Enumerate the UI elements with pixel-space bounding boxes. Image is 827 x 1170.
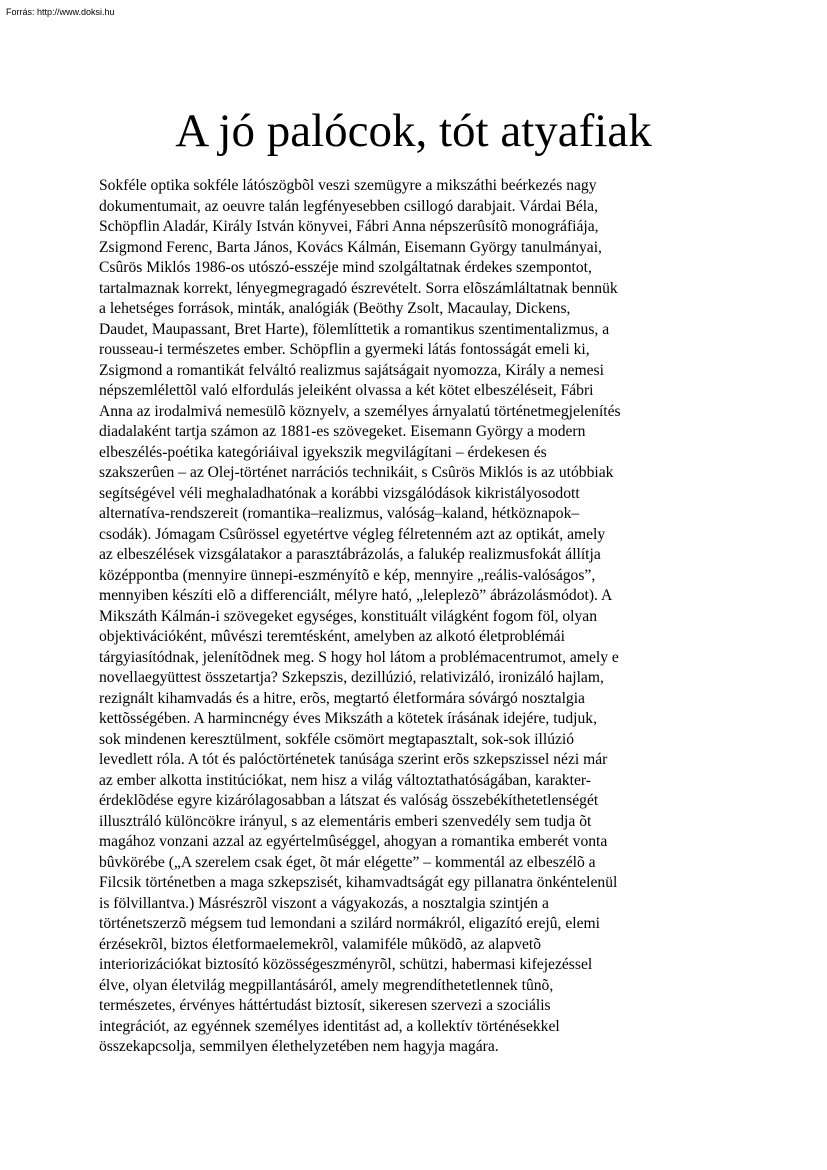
text-line: dokumentumait, az oeuvre talán legfényesebben csillogó darabjait. Várdai Béla, (99, 197, 598, 215)
body-paragraph (99, 176, 739, 1058)
text-line: Csûrös Miklós 1986-os utószó-esszéje mind szolgáltatnak érdekes szempontot, (99, 259, 592, 276)
text-line: integrációt, az egyénnek személyes identitást ad, a kollektív történésekkel (99, 1017, 560, 1035)
text-line: Zsigmond a romantikát felváltó realizmus sajátságait nyomozza, Király a nemesi (99, 361, 604, 379)
text-line: is fölvillantva.) Másrészrõl viszont a vágyakozás, a nosztalgia szintjén a (99, 894, 549, 912)
text-line: rousseau-i természetes ember. Schöpflin a gyermeki látás fontosságát emeli ki, (99, 341, 590, 358)
text-line: csodák). Jómagam Csûrössel egyetértve végleg félretenném azt az optikát, amely (99, 525, 606, 543)
text-line: középpontba (mennyire ünnepi-eszményítõ e kép, mennyire „reális-valóságos”, (99, 566, 596, 584)
text-line: mennyiben készíti elõ a differenciált, mélyre ható, „leleplezõ” ábrázolásmódot). A (99, 587, 613, 604)
text-line: Filcsik történetben a maga szkepszisét, kihamvadtságát egy pillanatra önkéntelenül (99, 874, 618, 891)
text-line: kettõsségében. A harmincnégy éves Mikszáth a kötetek írásának idejére, tudjuk, (99, 710, 597, 727)
text-line: alternatíva-rendszereit (romantika–realizmus, valóság–kaland, hétköznapok– (99, 505, 580, 522)
text-line: bûvkörébe („A szerelem csak éget, õt már elégette” – kommentál az elbeszélõ a (99, 853, 596, 871)
text-line: novellaegyüttest összetartja? Szkepszis, dezillúzió, relativizáló, ironizáló hajlam, (99, 669, 604, 686)
text-line: interiorizációkat biztosító közösségeszményrõl, schützi, habermasi kifejezéssel (99, 956, 593, 973)
text-line: diadalaként tartja számon az 1881-es szövegeket. Eisemann György a modern (99, 423, 586, 440)
text-line: levedlett róla. A tót és palóctörténetek tanúsága szerint erõs szkepszissel nézi már (99, 751, 608, 768)
text-line: Daudet, Maupassant, Bret Harte), fölemlíttetik a romantikus szentimentalizmus, a (99, 320, 610, 338)
text-line: Sokféle optika sokféle látószögbõl veszi szemügyre a mikszáthi beérkezés nagy (99, 177, 597, 194)
text-line: sok mindenen keresztülment, sokféle csömört megtapasztalt, sok-sok illúzió (99, 730, 575, 748)
text-line: az ember alkotta institúciókat, nem hisz a világ változtathatóságában, karakter- (99, 771, 591, 789)
text-line: népszemlélettõl való elfordulás jeleiként olvassa a két kötet elbeszéléseit, Fábri (99, 382, 594, 399)
text-line: érzésekrõl, biztos életformaelemekrõl, valamiféle mûködõ, az alapvetõ (99, 935, 542, 953)
text-line: tárgyiasítódnak, jelenítõdnek meg. S hogy hol látom a problémacentrumot, amely e (99, 648, 619, 666)
text-line: érdeklõdése egyre kizárólagosabban a látszat és valóság összebékíthetetlenségét (99, 792, 599, 809)
text-line: a lehetséges források, minták, analógiák (Beöthy Zsolt, Macaulay, Dickens, (99, 300, 571, 317)
text-line: magához vonzani azzal az egyértelmûséggel, ahogyan a romantika emberét vonta (99, 833, 608, 850)
text-line: rezignált kihamvadás és a hitre, erõs, megtartó életformára sóvárgó nosztalgia (99, 689, 585, 707)
text-line: szakszerûen – az Olej-történet narrációs technikáit, s Csûrös Miklós is az utóbbiak (99, 464, 614, 481)
text-line: az elbeszélések vizsgálatakor a parasztábrázolás, a falukép realizmusfokát állítja (99, 546, 601, 563)
text-line: Zsigmond Ferenc, Barta János, Kovács Kálmán, Eisemann György tanulmányai, (99, 238, 602, 256)
text-line: Schöpflin Aladár, Király István könyvei, Fábri Anna népszerûsítõ monográfiája, (99, 218, 599, 235)
document-title: A jó palócok, tót atyafiak (175, 105, 652, 157)
text-line: történetszerzõ mégsem tud lemondani a szilárd normákról, eligazító erejû, elemi (99, 915, 600, 932)
text-line: tartalmaznak korrekt, lényegmegragadó észrevételt. Sorra elõszámláltatnak bennük (99, 279, 618, 297)
text-line: élve, olyan életvilág megpillantásáról, amely megrendíthetetlennek tûnõ, (99, 976, 554, 994)
text-line: illusztráló különcökre irányul, s az elementáris emberi szenvedély sem tudja õt (99, 812, 592, 830)
text-line: Anna az irodalmivá nemesülõ köznyelv, a személyes árnyalatú történetmegjelenítés (99, 402, 621, 420)
text-line: segítségével véli meghaladhatónak a korábbi vizsgálódások kikristályosodott (99, 484, 580, 502)
text-line: objektivációként, mûvészi teremtésként, amelyben az alkotó életproblémái (99, 628, 565, 645)
text-line: összekapcsolja, semmilyen élethelyzetében nem hagyja magára. (99, 1038, 499, 1055)
text-line: természetes, érvényes háttértudást biztosít, sikeresen szervezi a szociális (99, 997, 551, 1014)
text-line: elbeszélés-poétika kategóriáival igyekszik megvilágítani – érdekesen és (99, 443, 547, 461)
text-line: Mikszáth Kálmán-i szövegeket egységes, konstituált világként fogom föl, olyan (99, 607, 598, 625)
source-url-label: Forrás: http://www.doksi.hu (6, 7, 115, 17)
